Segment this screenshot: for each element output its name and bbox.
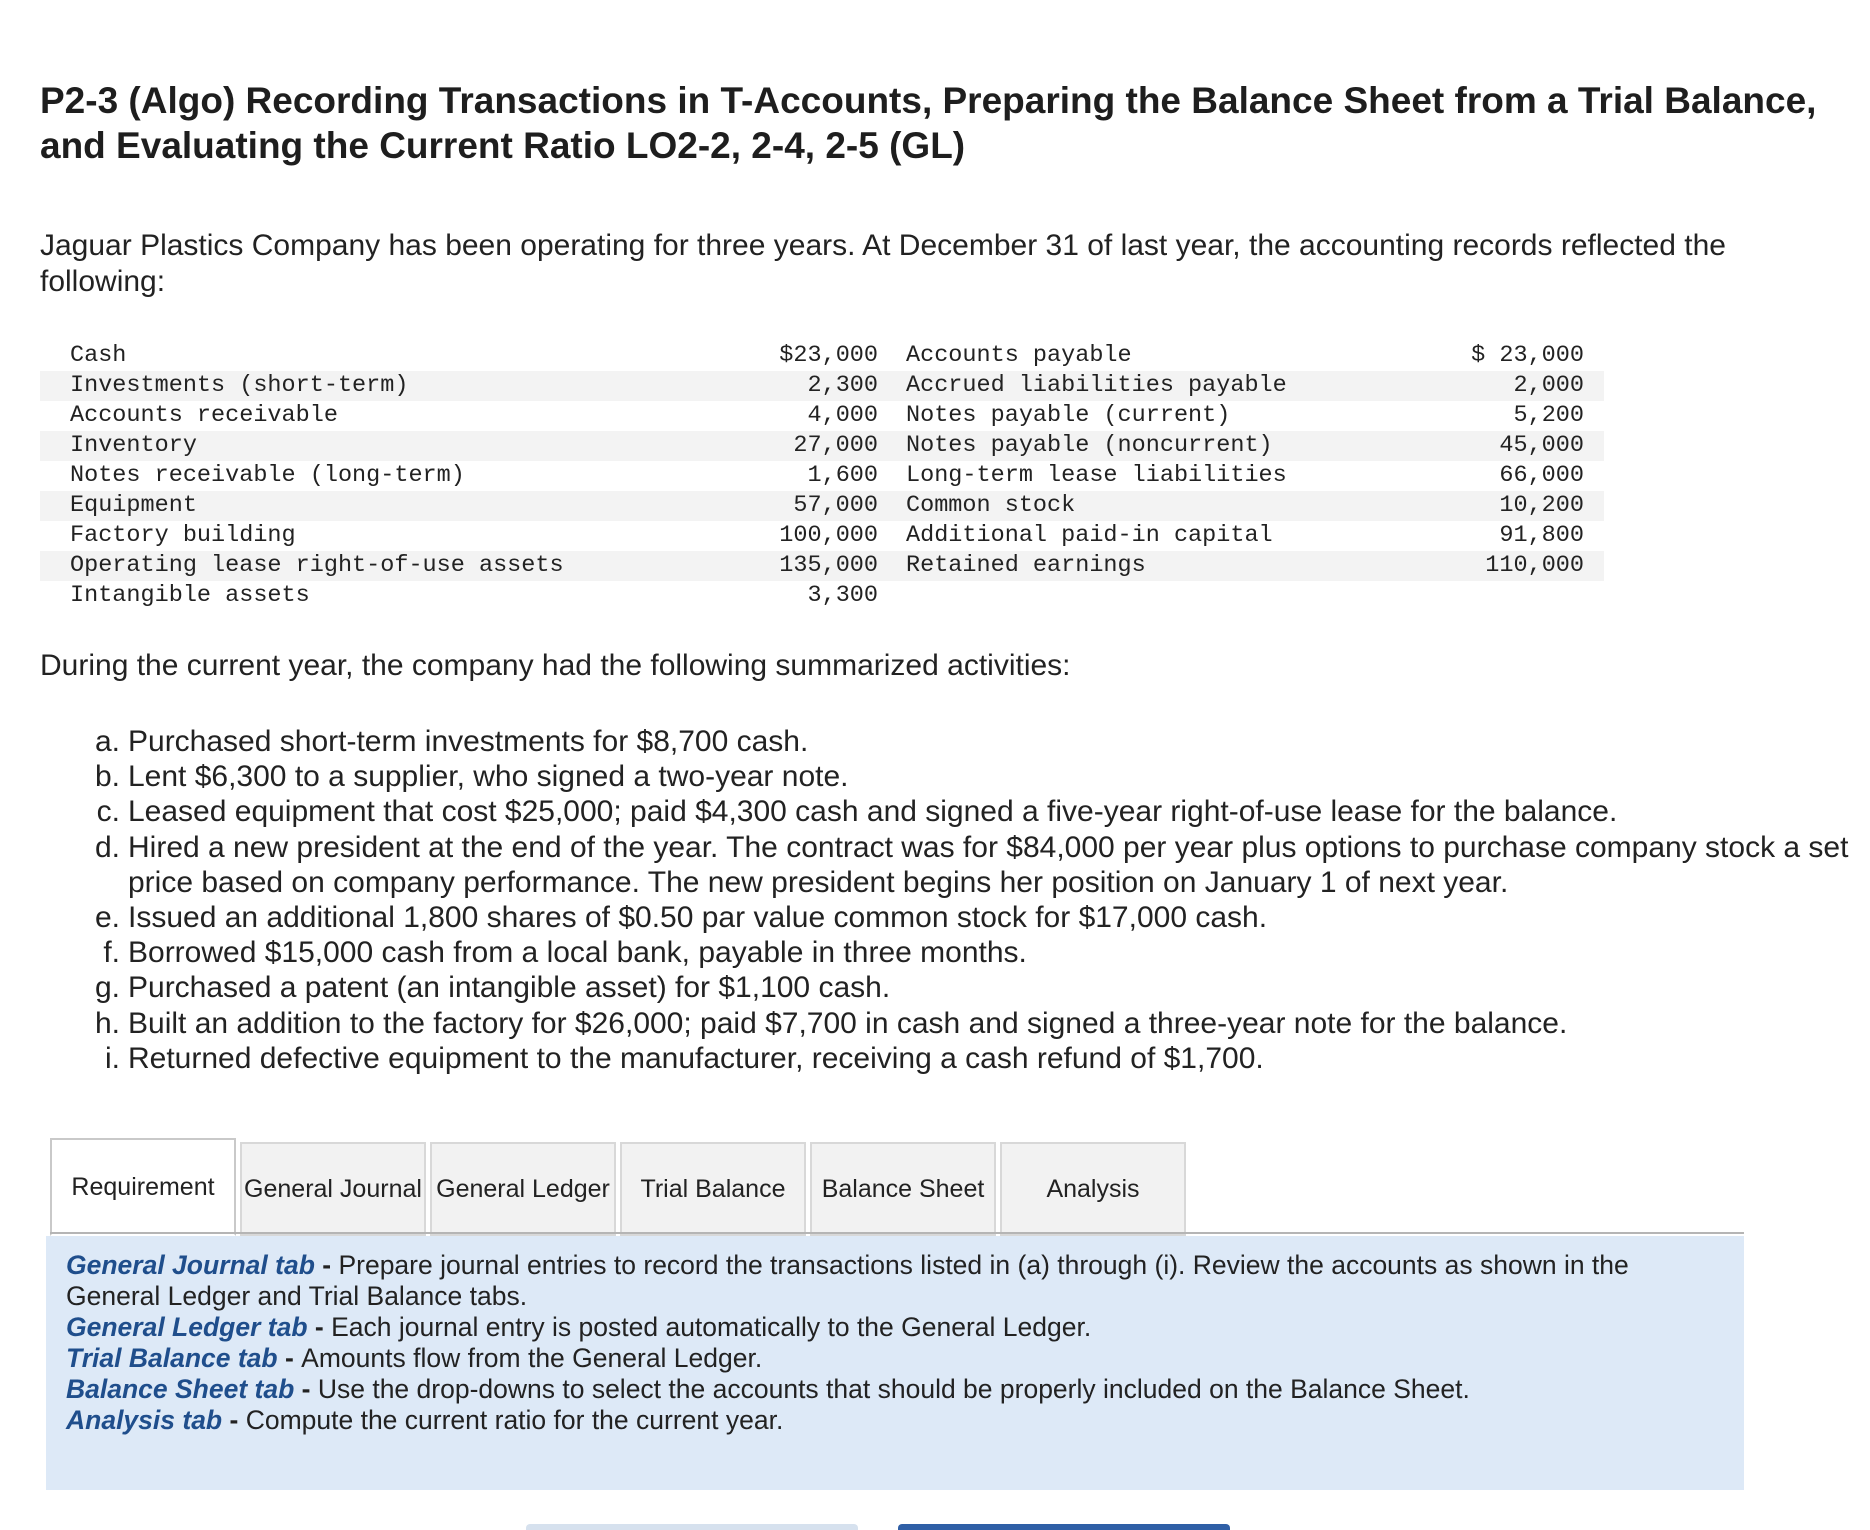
item-text: Hired a new president at the end of the year. The contract was for $84,000 per year plus options to purchase company stock a set price based on company performance. The new president begins her position on January 1 of next year. — [128, 830, 1849, 899]
instruction-text: Prepare journal entries to record the transactions listed in (a) through (i). Review the accounts as shown in the General Ledger and Trial Balance tabs. — [66, 1250, 1629, 1311]
item-letter: d. — [94, 830, 120, 864]
item-letter: h. — [94, 1006, 120, 1040]
activities-list — [86, 724, 1870, 1076]
instruction-line — [66, 1250, 1724, 1312]
list-item — [86, 1006, 1870, 1041]
tab-trial-balance[interactable]: Trial Balance — [620, 1142, 806, 1236]
tab-divider — [50, 1232, 1744, 1234]
instruction-tab-name: General Ledger tab — [66, 1312, 308, 1342]
asset-value: 57,000 — [666, 491, 892, 521]
instruction-tab-name: Trial Balance tab — [66, 1343, 278, 1373]
asset-value: $23,000 — [779, 342, 878, 369]
asset-value: 3,300 — [807, 582, 878, 609]
list-item — [86, 1041, 1870, 1076]
table-row — [40, 371, 1604, 401]
item-letter: g. — [94, 971, 120, 1005]
item-text: Purchased short-term investments for $8,700 cash. — [128, 725, 809, 758]
instruction-separator: - — [222, 1405, 246, 1435]
item-text: Leased equipment that cost $25,000; paid $4,300 cash and signed a five-year right-of-use lease for the balance. — [128, 795, 1618, 829]
item-letter: a. — [94, 725, 120, 758]
item-text: Borrowed $15,000 cash from a local bank, payable in three months. — [128, 936, 1027, 970]
table-row — [40, 341, 1604, 371]
liability-label: Retained earnings — [892, 551, 1462, 581]
item-text: Lent $6,300 to a supplier, who signed a two-year note. — [128, 760, 849, 794]
activities-intro: During the current year, the company had the following summarized activities: — [40, 649, 1071, 682]
list-item — [86, 830, 1870, 900]
table-row — [40, 551, 1604, 581]
table-row — [40, 521, 1604, 551]
asset-value: 2,300 — [666, 371, 892, 401]
tab-analysis[interactable]: Analysis — [1000, 1142, 1186, 1236]
instruction-separator: - — [307, 1312, 332, 1342]
list-item — [86, 970, 1870, 1005]
tab-general-journal[interactable]: General Journal — [240, 1142, 426, 1236]
problem-title: P2-3 (Algo) Recording Transactions in T-Accounts, Preparing the Balance Sheet from a Trial Balance, and Evaluating the Current Ratio LO2-2, 2-4, 2-5 (GL) — [40, 80, 1817, 166]
liability-label: Long-term lease liabilities — [906, 462, 1287, 489]
liability-value: $ 23,000 — [1471, 342, 1584, 369]
instruction-tab-name: Balance Sheet tab — [66, 1374, 295, 1404]
asset-label: Equipment — [40, 491, 666, 521]
account-balances-table — [40, 341, 1604, 611]
next-button[interactable] — [898, 1524, 1230, 1530]
list-item — [86, 900, 1870, 935]
liability-label: Accounts payable — [906, 342, 1132, 369]
liability-value: 45,000 — [1462, 431, 1604, 461]
liability-value — [1462, 581, 1604, 611]
instruction-line — [66, 1312, 1724, 1343]
liability-value: 2,000 — [1462, 371, 1604, 401]
liability-value: 10,200 — [1462, 491, 1604, 521]
instruction-line — [66, 1374, 1724, 1405]
asset-value: 1,600 — [807, 462, 878, 489]
tab-bar — [50, 1138, 1190, 1236]
table-row — [40, 401, 1604, 431]
instruction-text: Use the drop-downs to select the accounts that should be properly included on the Balance Sheet. — [317, 1374, 1470, 1404]
item-text: Built an addition to the factory for $26,000; paid $7,700 in cash and signed a three-year note for the balance. — [128, 1006, 1568, 1040]
liability-label: Notes payable (current) — [906, 402, 1231, 429]
asset-value: 27,000 — [666, 431, 892, 461]
liability-value: 91,800 — [1499, 522, 1584, 549]
instruction-text: Amounts flow from the General Ledger. — [301, 1343, 763, 1373]
liability-value: 5,200 — [1513, 402, 1584, 429]
instruction-line — [66, 1405, 1724, 1436]
asset-label: Inventory — [40, 431, 666, 461]
liability-label: Accrued liabilities payable — [892, 371, 1462, 401]
item-text: Issued an additional 1,800 shares of $0.50 par value common stock for $17,000 cash. — [128, 901, 1268, 935]
liability-label: Common stock — [892, 491, 1462, 521]
asset-label: Accounts receivable — [70, 402, 338, 429]
item-letter: c. — [96, 795, 120, 829]
tab-requirement[interactable]: Requirement — [50, 1138, 236, 1236]
table-row — [40, 581, 1604, 611]
instruction-separator: - — [314, 1250, 339, 1280]
previous-button[interactable] — [526, 1524, 858, 1530]
list-item — [86, 724, 1870, 759]
asset-label: Factory building — [70, 522, 296, 549]
item-letter: f. — [103, 936, 120, 970]
liability-label — [892, 581, 1462, 611]
requirement-panel — [46, 1236, 1744, 1490]
instruction-tab-name: Analysis tab — [66, 1405, 223, 1435]
liability-value: 110,000 — [1462, 551, 1604, 581]
instruction-text: Each journal entry is posted automatically to the General Ledger. — [331, 1312, 1092, 1342]
table-row — [40, 431, 1604, 461]
item-letter: e. — [94, 901, 120, 935]
list-item — [86, 794, 1870, 829]
asset-label: Cash — [70, 342, 127, 369]
list-item — [86, 759, 1870, 794]
instruction-separator: - — [294, 1374, 318, 1404]
liability-label: Notes payable (noncurrent) — [892, 431, 1462, 461]
asset-value: 135,000 — [666, 551, 892, 581]
item-letter: i. — [105, 1041, 120, 1075]
item-letter: b. — [94, 760, 120, 794]
instruction-text: Compute the current ratio for the current year. — [245, 1405, 784, 1435]
liability-value: 66,000 — [1499, 462, 1584, 489]
asset-label: Investments (short-term) — [40, 371, 666, 401]
asset-label: Operating lease right-of-use assets — [40, 551, 666, 581]
asset-value: 4,000 — [807, 402, 878, 429]
instruction-tab-name: General Journal tab — [66, 1250, 315, 1280]
intro-paragraph: Jaguar Plastics Company has been operating for three years. At December 31 of last year, the accounting records reflected the following: — [40, 229, 1726, 298]
asset-value: 100,000 — [779, 522, 878, 549]
asset-label: Intangible assets — [70, 582, 310, 609]
table-row — [40, 461, 1604, 491]
asset-label: Notes receivable (long-term) — [70, 462, 465, 489]
item-text: Purchased a patent (an intangible asset) for $1,100 cash. — [128, 971, 891, 1005]
tab-balance-sheet[interactable]: Balance Sheet — [810, 1142, 996, 1236]
liability-label: Additional paid-in capital — [906, 522, 1273, 549]
item-text: Returned defective equipment to the manufacturer, receiving a cash refund of $1,700. — [128, 1041, 1264, 1075]
tab-general-ledger[interactable]: General Ledger — [430, 1142, 616, 1236]
instruction-line — [66, 1343, 1724, 1374]
list-item — [86, 935, 1870, 970]
instruction-separator: - — [277, 1343, 302, 1373]
table-row — [40, 491, 1604, 521]
